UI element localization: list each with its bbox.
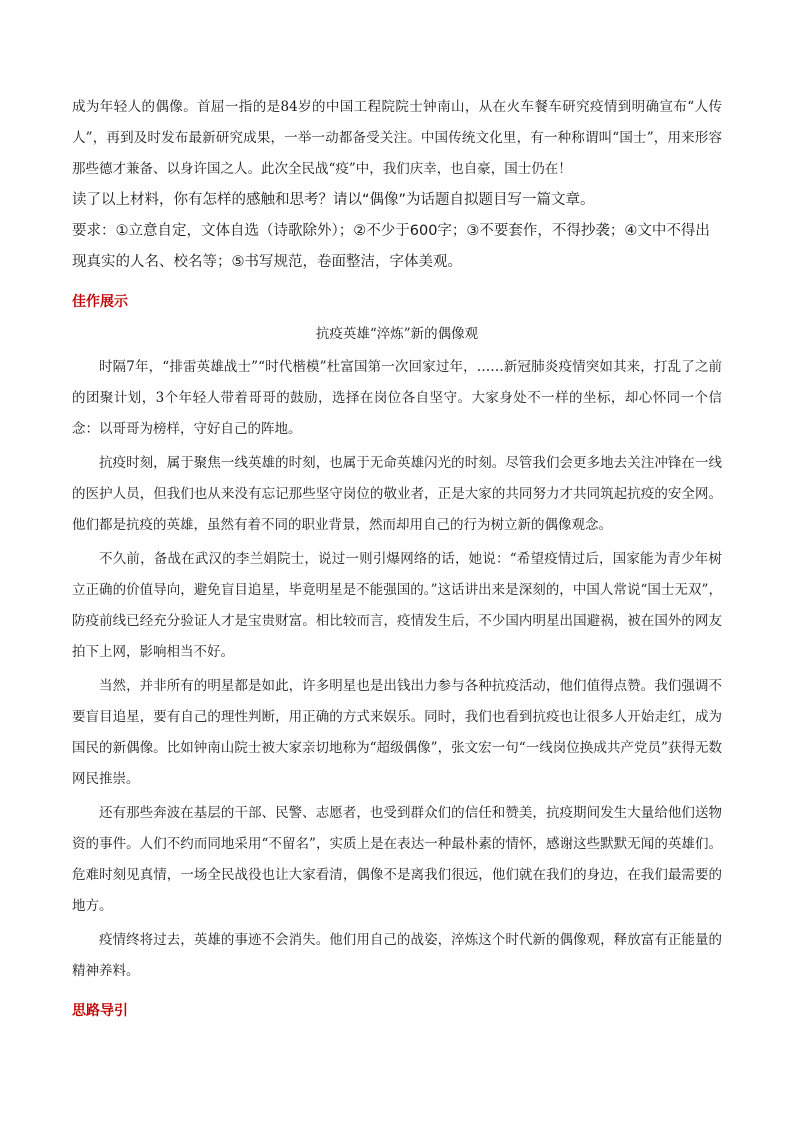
guide-heading: 思路导引 bbox=[72, 1003, 128, 1019]
document-page bbox=[72, 92, 722, 1031]
essay-paragraph: 还有那些奔波在基层的干部、民警、志愿者，也受到群众们的信任和赞美，抗疫期间发生大量给他们送物资的事件。人们不约而同地采用“不留名”，实质上是在表达一种最朴素的情怀，感谢这些默默无闻的英雄们。危难时刻见真情，一场全民战役也让大家看清，偶像不是离我们很远，他们就在我们的身边，在我们最需要的地方。 bbox=[72, 805, 722, 914]
showcase-heading: 佳作展示 bbox=[72, 294, 128, 310]
essay-paragraph: 不久前，备战在武汉的李兰娟院士，说过一则引爆网络的话，她说：“希望疫情过后，国家能为青少年树立正确的价值导向，避免盲目追星，毕竟明星是不能强国的。”这话讲出来是深刻的，中国人常说“国士无双”，防疫前线已经充分验证人才是宝贵财富。相比较而言，疫情发生后，不少国内明星出国避祸，被在国外的网友拍下上网，影响相当不好。 bbox=[72, 551, 722, 660]
essay-paragraph: 时隔7年，“排雷英雄战士”“时代楷模”杜富国第一次回家过年，……新冠肺炎疫情突如其来，打乱了之前的团聚计划，3个年轻人带着哥哥的鼓励，选择在岗位各自坚守。大家身处不一样的坐标，却心怀同一个信念：以哥哥为榜样，守好自己的阵地。 bbox=[72, 359, 722, 437]
material-text: 成为年轻人的偶像。首屈一指的是84岁的中国工程院院士钟南山，从在火车餐车研究疫情到明确宣布“人传人”，再到及时发布最新研究成果，一举一动都备受关注。中国传统文化里，有一种称谓叫“国士”，用来形容那些德才兼备、以身许国之人。此次全民战“疫”中，我们庆幸，也自豪，国士仍在！ bbox=[72, 99, 722, 177]
essay-title: 抗疫英雄“淬炼”新的偶像观 bbox=[315, 326, 479, 342]
essay-paragraph: 疫情终将过去，英雄的事迹不会消失。他们用自己的战姿，淬炼这个时代新的偶像观，释放富有正能量的精神养料。 bbox=[72, 932, 722, 979]
essay-paragraph: 抗疫时刻，属于聚焦一线英雄的时刻，也属于无命英雄闪光的时刻。尽管我们会更多地去关注冲锋在一线的医护人员，但我们也从来没有忘记那些坚守岗位的敬业者，正是大家的共同努力才共同筑起抗疫的安全网。他们都是抗疫的英雄，虽然有着不同的职业背景，然而却用自己的行为树立新的偶像观念。 bbox=[72, 455, 722, 533]
essay-paragraph: 当然，并非所有的明星都是如此，许多明星也是出钱出力参与各种抗疫活动，他们值得点赞。我们强调不要盲目追星，要有自己的理性判断，用正确的方式来娱乐。同时，我们也看到抗疫也让很多人开始走红，成为国民的新偶像。比如钟南山院士被大家亲切地称为“超级偶像”，张文宏一句“一线岗位换成共产党员”获得无数网民推崇。 bbox=[72, 678, 722, 787]
essay-question: 读了以上材料，你有怎样的感触和思考？请以“偶像”为话题自拟题目写一篇文章。 bbox=[72, 192, 595, 208]
essay-requirements: 要求：①立意自定，文体自选（诗歌除外）；②不少于600字；③不要套作，不得抄袭；④文中不得出现真实的人名、校名等；⑤书写规范，卷面整洁，字体美观。 bbox=[72, 223, 710, 270]
